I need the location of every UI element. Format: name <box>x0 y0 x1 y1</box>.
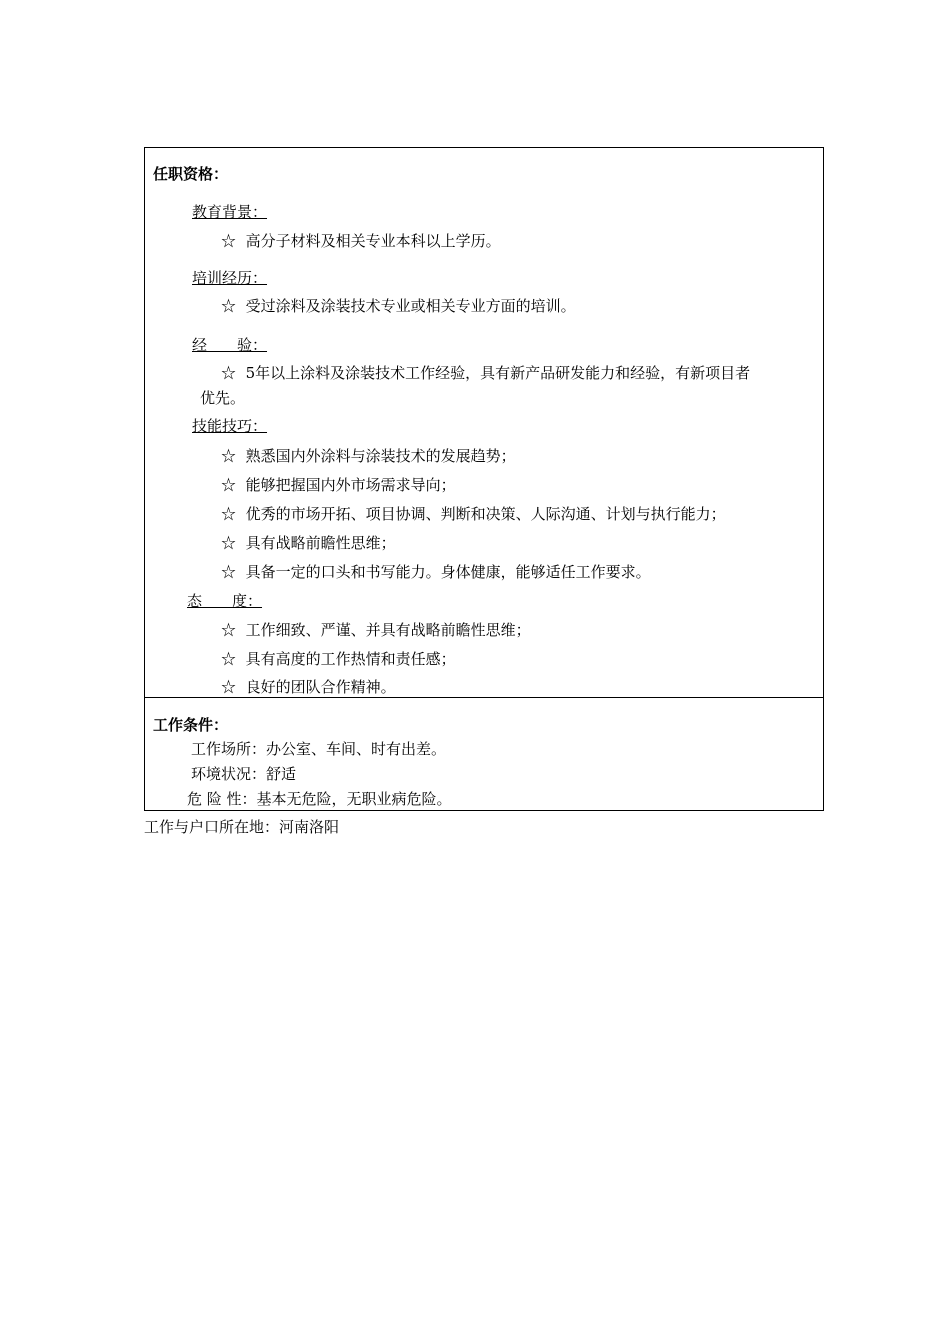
qualifications-cell <box>145 148 823 698</box>
skills-heading: 技能技巧： <box>192 417 268 435</box>
list-item: ☆ 能够把握国内外市场需求导向； <box>221 476 456 494</box>
star-icon: ☆ <box>221 650 237 668</box>
list-item: ☆ 具有战略前瞻性思维； <box>221 534 396 552</box>
requirements-table <box>144 147 824 811</box>
education-heading: 教育背景： <box>192 203 268 221</box>
star-icon: ☆ <box>221 364 237 382</box>
star-icon: ☆ <box>221 505 237 523</box>
star-icon: ☆ <box>221 621 237 639</box>
work-danger: 危 险 性：基本无危险，无职业病危险。 <box>187 790 452 808</box>
attitude-heading: 态 度： <box>187 592 263 610</box>
star-icon: ☆ <box>221 476 237 494</box>
list-item: ☆ 熟悉国内外涂料与涂装技术的发展趋势； <box>221 447 516 465</box>
qualifications-title: 任职资格： <box>153 165 229 183</box>
conditions-title: 工作条件： <box>153 716 229 734</box>
experience-heading: 经 验： <box>192 336 268 354</box>
list-item: ☆ 具有高度的工作热情和责任感； <box>221 650 456 668</box>
work-place: 工作场所：办公室、车间、时有出差。 <box>191 740 447 758</box>
list-item: ☆ 工作细致、严谨、并具有战略前瞻性思维； <box>221 621 531 639</box>
list-item: ☆ 受过涂料及涂装技术专业或相关专业方面的培训。 <box>221 297 576 315</box>
star-icon: ☆ <box>221 297 237 315</box>
star-icon: ☆ <box>221 563 237 581</box>
star-icon: ☆ <box>221 678 237 696</box>
work-environment: 环境状况：舒适 <box>191 765 297 783</box>
conditions-cell <box>145 698 823 810</box>
list-item: ☆ 5年以上涂料及涂装技术工作经验，具有新产品研发能力和经验，有新项目者 <box>221 364 751 382</box>
star-icon: ☆ <box>221 534 237 552</box>
list-item-continuation: 优先。 <box>200 389 246 407</box>
list-item: ☆ 良好的团队合作精神。 <box>221 678 396 696</box>
star-icon: ☆ <box>221 447 237 465</box>
star-icon: ☆ <box>221 232 237 250</box>
list-item: ☆ 优秀的市场开拓、项目协调、判断和决策、人际沟通、计划与执行能力； <box>221 505 726 523</box>
training-heading: 培训经历： <box>192 269 268 287</box>
list-item: ☆ 具备一定的口头和书写能力。身体健康，能够适任工作要求。 <box>221 563 651 581</box>
list-item: ☆ 高分子材料及相关专业本科以上学历。 <box>221 232 501 250</box>
work-location: 工作与户口所在地：河南洛阳 <box>144 818 340 836</box>
